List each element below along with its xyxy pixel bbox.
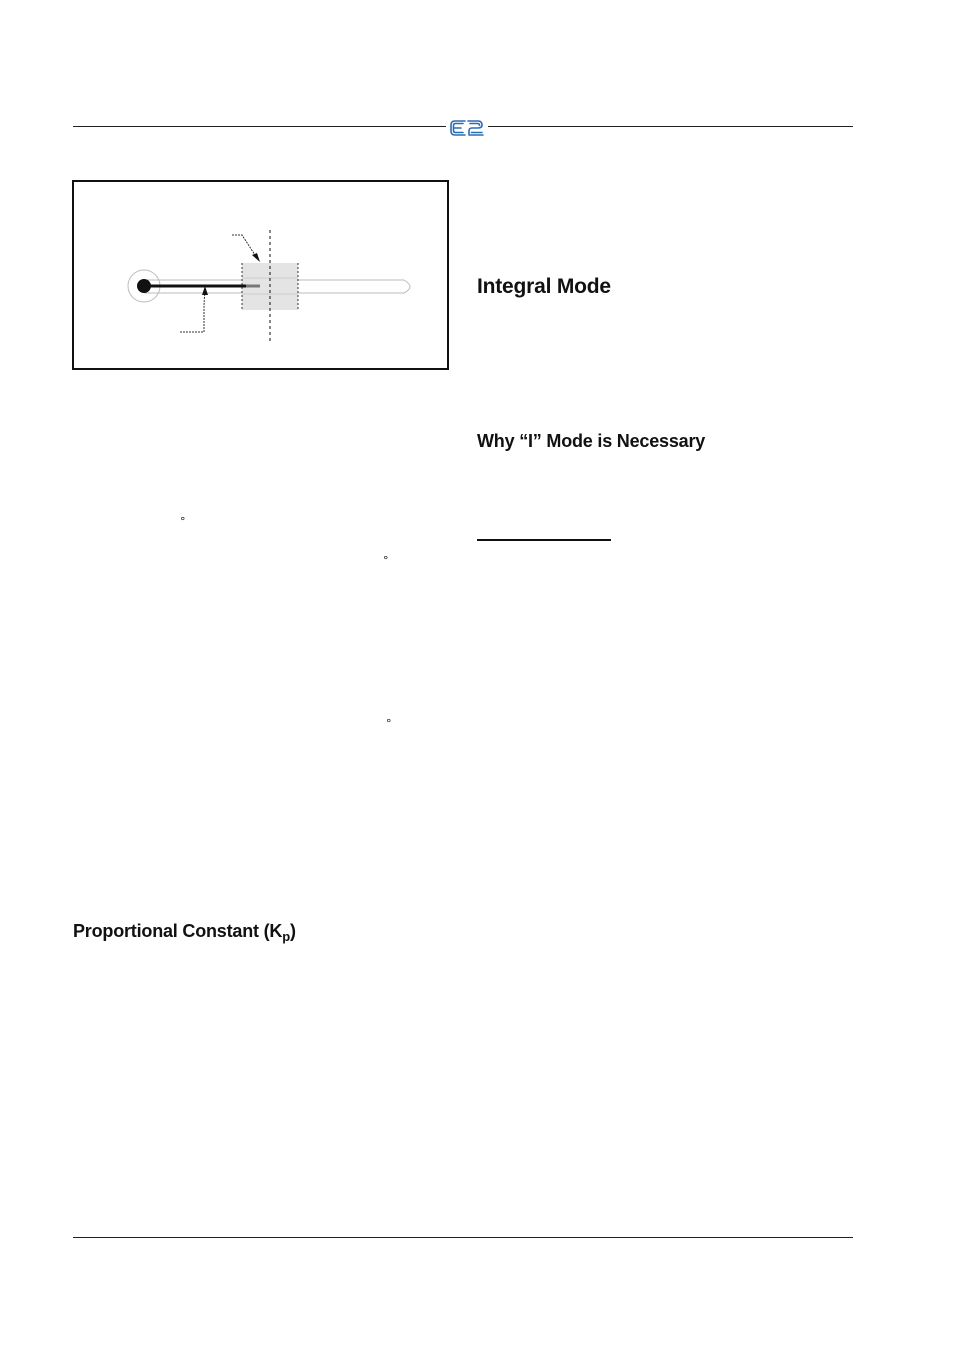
proportional-heading-text: Proportional Constant (K (73, 921, 283, 941)
thermometer-probe-figure (72, 180, 449, 370)
degree-symbol: ° (180, 515, 186, 528)
degree-symbol: ° (383, 554, 389, 567)
proportional-heading-close: ) (289, 921, 296, 941)
why-i-mode-heading: Why “I” Mode is Necessary (477, 431, 706, 451)
degree-symbol: ° (386, 717, 392, 730)
proportional-constant-heading (73, 921, 296, 942)
integral-mode-heading: Integral Mode (477, 275, 611, 298)
thermometer-probe-diagram (74, 182, 447, 368)
proportional-heading-subscript: p (282, 929, 290, 944)
e2-logo-icon (446, 116, 488, 140)
footer-rule (73, 1237, 853, 1238)
link-underline[interactable] (477, 539, 611, 541)
